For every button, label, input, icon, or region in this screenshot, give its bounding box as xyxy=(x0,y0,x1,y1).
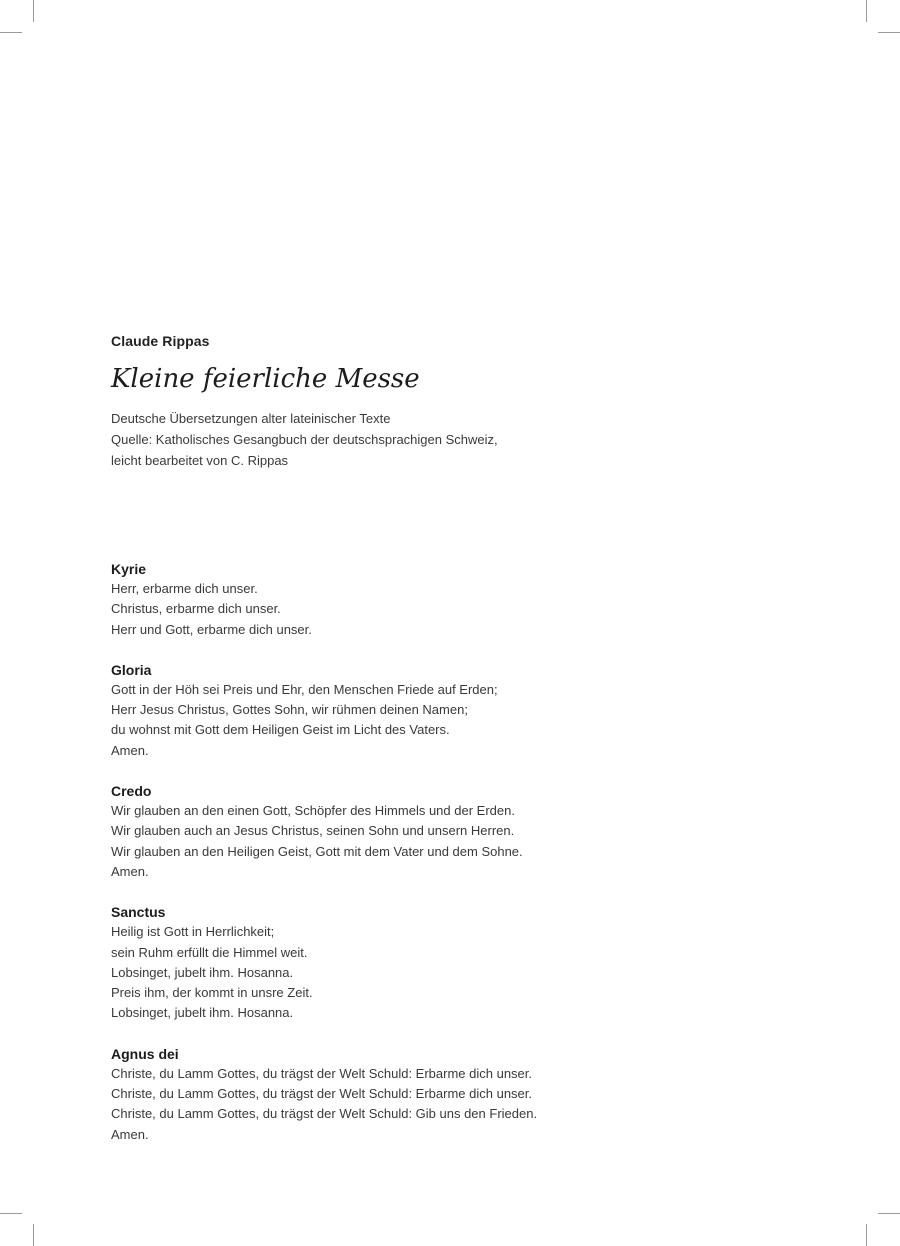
crop-mark-bottom-left-horizontal xyxy=(0,1213,22,1214)
text-line: Christe, du Lamm Gottes, du trägst der Welt Schuld: Erbarme dich unser. xyxy=(111,1086,533,1102)
text-line: Wir glauben auch an Jesus Christus, seinen Sohn und unsern Herren. xyxy=(111,823,515,839)
text-line: Amen. xyxy=(111,742,149,758)
page-title: Kleine feierliche Messe xyxy=(111,364,420,394)
text-line: Herr und Gott, erbarme dich unser. xyxy=(111,621,312,637)
section-kyrie xyxy=(111,559,631,640)
text-line: Heilig ist Gott in Herrlichkeit; xyxy=(111,924,275,940)
crop-mark-top-left-vertical xyxy=(33,0,34,22)
text-line: Gott in der Höh sei Preis und Ehr, den Menschen Friede auf Erden; xyxy=(111,681,498,697)
text-line: Lobsinget, jubelt ihm. Hosanna. xyxy=(111,964,294,980)
section-agnus-dei xyxy=(111,1044,631,1145)
intro-block xyxy=(111,408,631,471)
mass-sections xyxy=(111,559,631,1145)
text-line: Amen. xyxy=(111,863,149,879)
text-line: Herr, erbarme dich unser. xyxy=(111,581,258,596)
section-title: Gloria xyxy=(111,661,152,678)
section-credo xyxy=(111,781,631,882)
page-content xyxy=(111,332,631,1165)
section-title: Credo xyxy=(111,783,152,800)
section-sanctus xyxy=(111,902,631,1023)
text-line: Herr Jesus Christus, Gottes Sohn, wir rühmen deinen Namen; xyxy=(111,702,468,718)
crop-mark-bottom-left-vertical xyxy=(33,1224,34,1246)
text-line: Preis ihm, der kommt in unsre Zeit. xyxy=(111,985,313,1001)
author-name: Claude Rippas xyxy=(111,333,210,349)
text-line: du wohnst mit Gott dem Heiligen Geist im Licht des Vaters. xyxy=(111,722,450,738)
crop-mark-top-left-horizontal xyxy=(0,32,22,33)
crop-mark-bottom-right-vertical xyxy=(866,1224,867,1246)
text-line: Wir glauben an den einen Gott, Schöpfer des Himmels und der Erden. xyxy=(111,803,515,819)
section-title: Sanctus xyxy=(111,904,166,921)
text-line: Amen. xyxy=(111,1126,149,1142)
section-title: Agnus dei xyxy=(111,1045,179,1062)
crop-mark-bottom-right-horizontal xyxy=(878,1213,900,1214)
text-line: Christe, du Lamm Gottes, du trägst der Welt Schuld: Gib uns den Frieden. xyxy=(111,1106,538,1122)
section-title: Kyrie xyxy=(111,561,147,577)
text-line: Christus, erbarme dich unser. xyxy=(111,601,281,617)
crop-mark-top-right-vertical xyxy=(866,0,867,22)
crop-mark-top-right-horizontal xyxy=(878,32,900,33)
text-line: Christe, du Lamm Gottes, du trägst der Welt Schuld: Erbarme dich unser. xyxy=(111,1065,533,1081)
text-line: sein Ruhm erfüllt die Himmel weit. xyxy=(111,944,308,960)
text-line: Lobsinget, jubelt ihm. Hosanna. xyxy=(111,1005,294,1021)
intro-line: Quelle: Katholisches Gesangbuch der deutschsprachigen Schweiz, xyxy=(111,432,498,447)
section-gloria xyxy=(111,660,631,761)
intro-line: leicht bearbeitet von C. Rippas xyxy=(111,453,289,468)
intro-line: Deutsche Übersetzungen alter lateinischer Texte xyxy=(111,411,391,426)
text-line: Wir glauben an den Heiligen Geist, Gott mit dem Vater und dem Sohne. xyxy=(111,843,523,859)
